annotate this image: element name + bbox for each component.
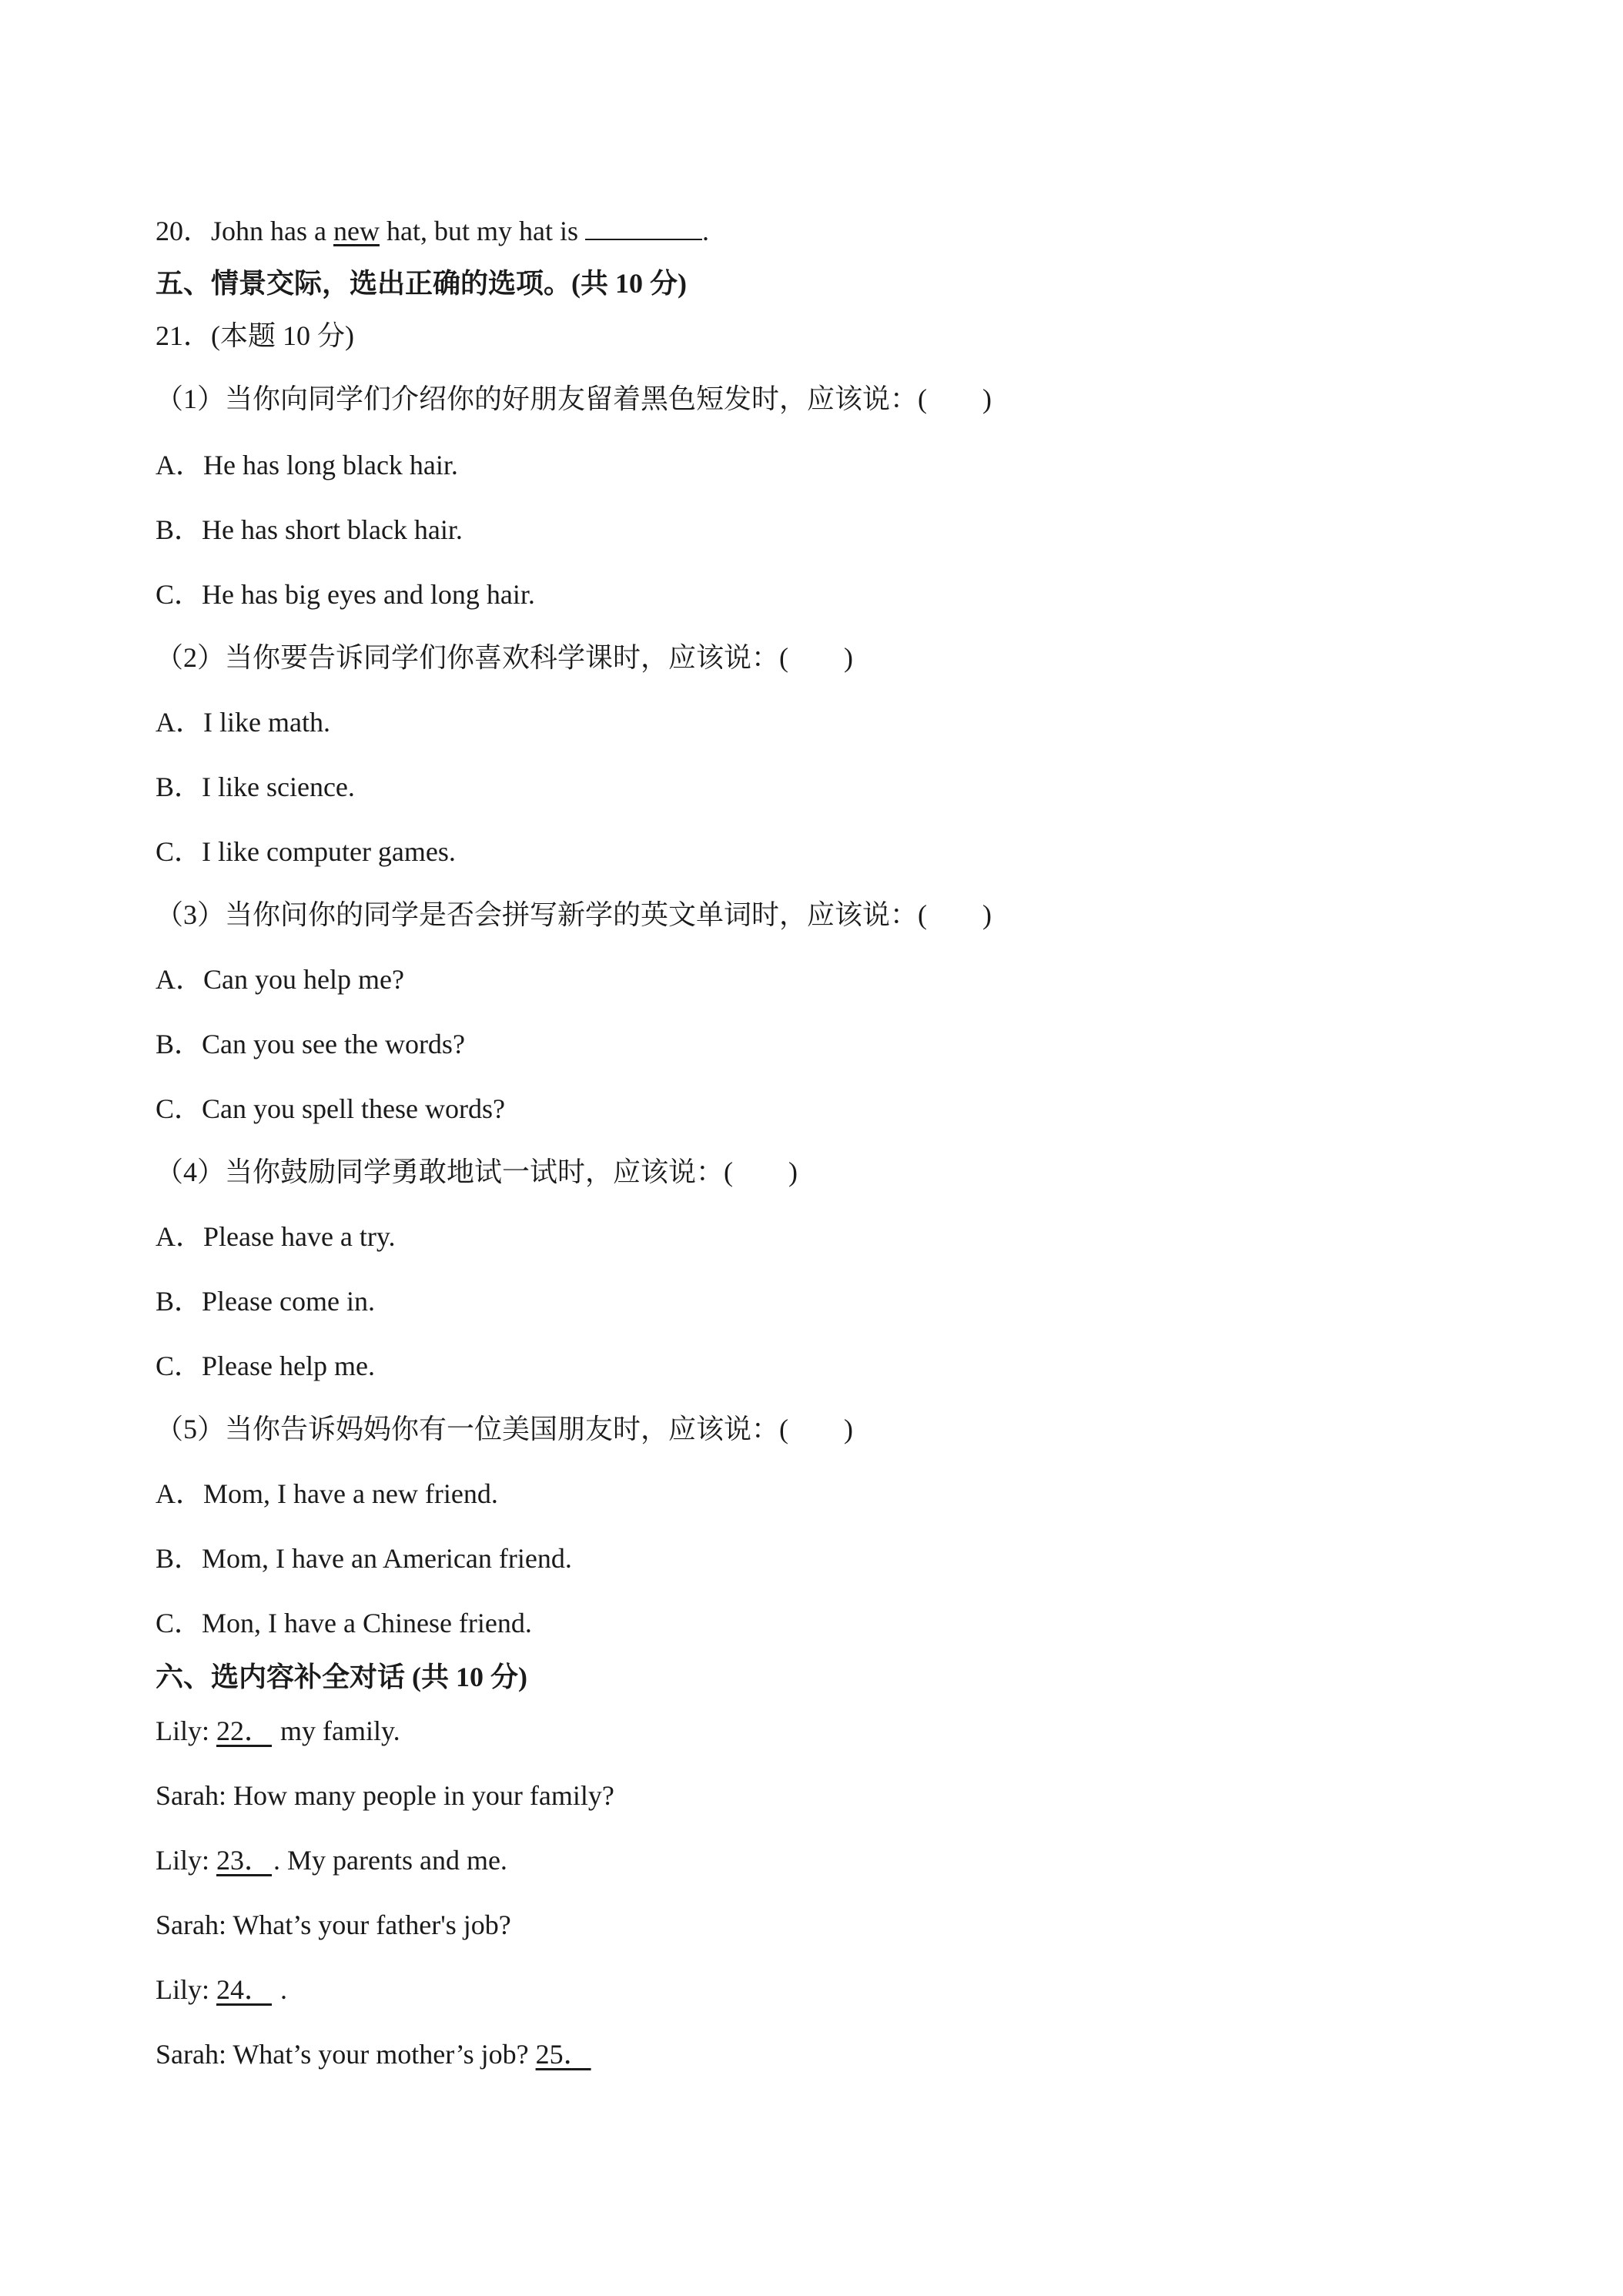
dialogue-text: Sarah: How many people in your family? <box>156 1780 614 1811</box>
dialogue-line <box>156 1779 614 1812</box>
option-1b[interactable]: B．He has short black hair. <box>156 514 463 545</box>
option-1c[interactable]: C．He has big eyes and long hair. <box>156 579 535 610</box>
option-5a[interactable]: A．Mom, I have a new friend. <box>156 1478 498 1509</box>
dialogue-text: Sarah: What’s your mother’s job? <box>156 2039 536 2070</box>
option-4a[interactable]: A．Please have a try. <box>156 1221 396 1252</box>
question-text-end: . <box>701 216 709 246</box>
dialogue-text: Sarah: What’s your father's job? <box>156 1909 511 1940</box>
option-5b[interactable]: B．Mom, I have an American friend. <box>156 1543 572 1574</box>
question-21-part-4-prompt: （4）当你鼓励同学勇敢地试一试时，应该说：( ) <box>156 1156 798 1187</box>
answer-blank[interactable] <box>585 214 702 240</box>
question-text-after: hat, but my hat is <box>379 216 585 246</box>
dialogue-text: Lily: <box>156 1715 216 1746</box>
dialogue-line <box>156 1973 287 2006</box>
dialogue-line <box>156 2037 593 2071</box>
answer-blank-25[interactable]: 25． <box>535 2039 591 2070</box>
question-21-part-2-prompt: （2）当你要告诉同学们你喜欢科学课时，应该说：( ) <box>156 642 853 673</box>
dialogue-text: . <box>273 1974 287 2005</box>
question-number: 20． <box>156 216 212 246</box>
dialogue-text: Lily: <box>156 1845 216 1876</box>
dialogue-text: Lily: <box>156 1974 216 2005</box>
section-6-title: 六、选内容补全对话 (共 10 分) <box>156 1662 527 1692</box>
dialogue-line <box>156 1908 511 1942</box>
underlined-word: new <box>333 216 380 246</box>
dialogue-line <box>156 1843 507 1877</box>
question-text-before: John has a <box>211 216 333 246</box>
option-4b[interactable]: B．Please come in. <box>156 1286 375 1317</box>
option-2a[interactable]: A．I like math. <box>156 707 330 738</box>
question-21-part-5-prompt: （5）当你告诉妈妈你有一位美国朋友时，应该说：( ) <box>156 1414 853 1444</box>
option-4c[interactable]: C．Please help me. <box>156 1350 375 1381</box>
option-3c[interactable]: C．Can you spell these words? <box>156 1093 505 1124</box>
question-20 <box>156 214 709 248</box>
option-5c[interactable]: C．Mon, I have a Chinese friend. <box>156 1608 532 1638</box>
dialogue-line <box>156 1714 400 1748</box>
dialogue-text: . My parents and me. <box>273 1845 507 1876</box>
option-3b[interactable]: B．Can you see the words? <box>156 1029 465 1059</box>
answer-blank-23[interactable]: 23． <box>216 1845 273 1876</box>
question-21-part-1-prompt: （1）当你向同学们介绍你的好朋友留着黑色短发时，应该说：( ) <box>156 383 992 414</box>
answer-blank-22[interactable]: 22． <box>216 1715 273 1746</box>
answer-blank-24[interactable]: 24． <box>216 1974 273 2005</box>
option-1a[interactable]: A．He has long black hair. <box>156 450 458 480</box>
option-3a[interactable]: A．Can you help me? <box>156 964 404 995</box>
dialogue-text: my family. <box>273 1715 400 1746</box>
question-21-header: 21．(本题 10 分) <box>156 320 354 351</box>
option-2b[interactable]: B．I like science. <box>156 771 355 802</box>
question-21-part-3-prompt: （3）当你问你的同学是否会拼写新学的英文单词时，应该说：( ) <box>156 899 992 930</box>
section-5-title: 五、情景交际，选出正确的选项。(共 10 分) <box>156 268 687 299</box>
option-2c[interactable]: C．I like computer games. <box>156 836 456 867</box>
